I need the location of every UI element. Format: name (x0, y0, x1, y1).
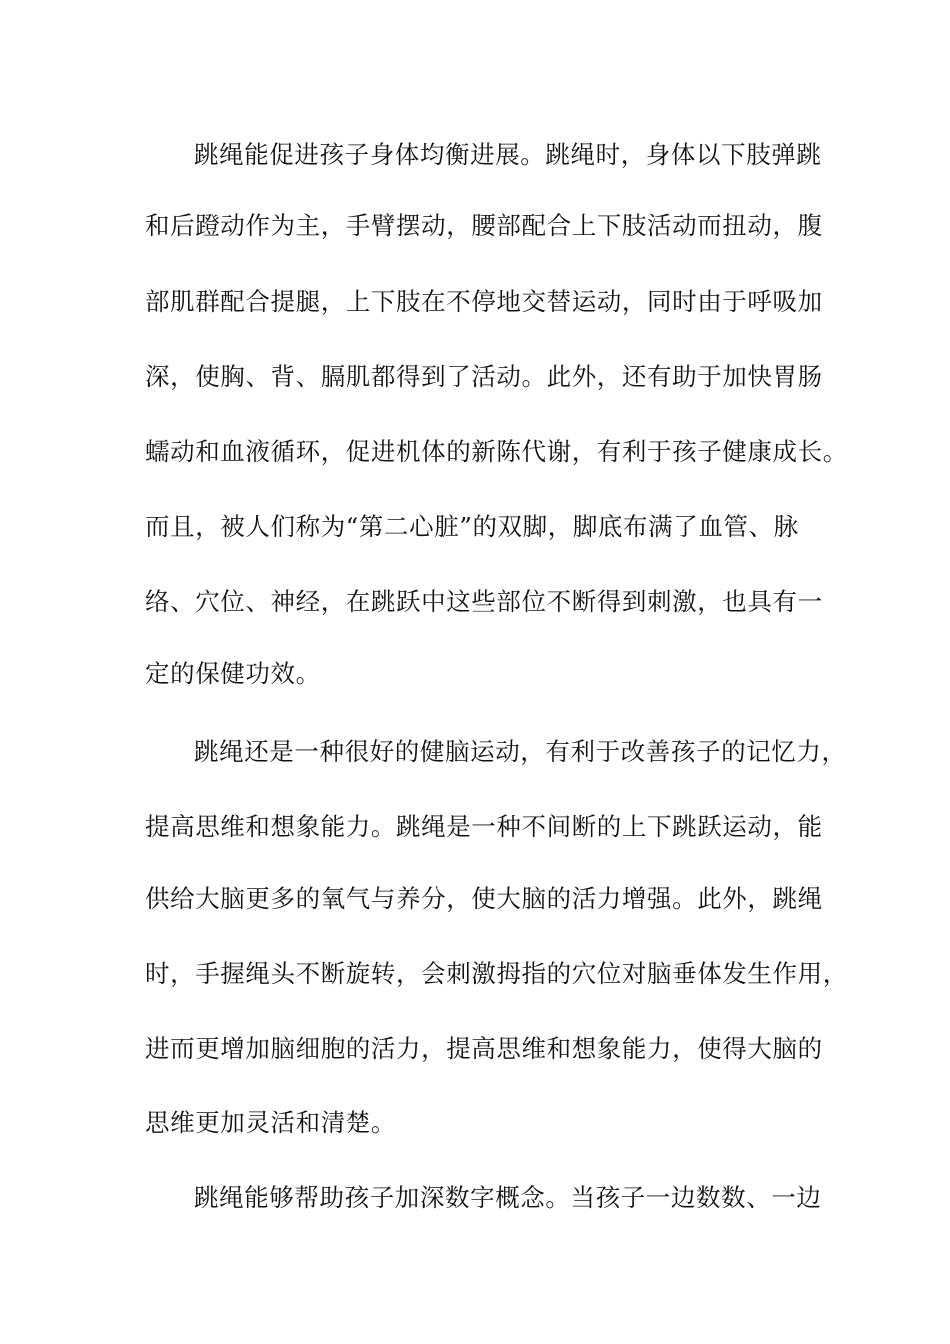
paragraph-2-line-5: 进而更增加脑细胞的活力，提高思维和想象能力，使得大脑的 (145, 1034, 823, 1063)
paragraph-2-line-2: 提高思维和想象能力。跳绳是一种不间断的上下跳跃运动，能 (145, 812, 823, 841)
paragraph-1-line-6: 而且，被人们称为“第二心脏”的双脚，脚底布满了血管、脉 (145, 512, 799, 541)
paragraph-1-line-8: 定的保健功效。 (145, 659, 321, 688)
paragraph-1-line-1: 跳绳能促进孩子身体均衡进展。跳绳时，身体以下肢弹跳 (194, 140, 822, 169)
paragraph-1-line-2: 和后蹬动作为主，手臂摆动，腰部配合上下肢活动而扭动，腹 (145, 211, 823, 240)
paragraph-1-line-7: 络、穴位、神经，在跳跃中这些部位不断得到刺激，也具有一 (145, 587, 823, 616)
paragraph-1-line-4: 深，使胸、背、膈肌都得到了活动。此外，还有助于加快胃肠 (145, 362, 823, 391)
paragraph-3-line-1: 跳绳能够帮助孩子加深数字概念。当孩子一边数数、一边 (194, 1183, 822, 1212)
paragraph-2-line-6: 思维更加灵活和清楚。 (145, 1108, 396, 1137)
paragraph-1-line-3: 部肌群配合提腿，上下肢在不停地交替运动，同时由于呼吸加 (145, 287, 823, 316)
paragraph-2-line-3: 供给大脑更多的氧气与养分，使大脑的活力增强。此外，跳绳 (145, 884, 823, 913)
paragraph-2-line-4: 时，手握绳头不断旋转，会刺激拇指的穴位对脑垂体发生作用， (145, 959, 848, 988)
paragraph-1-line-5: 蠕动和血液循环，促进机体的新陈代谢，有利于孩子健康成长。 (145, 437, 848, 466)
paragraph-2-line-1: 跳绳还是一种很好的健脑运动，有利于改善孩子的记忆力， (194, 737, 847, 766)
